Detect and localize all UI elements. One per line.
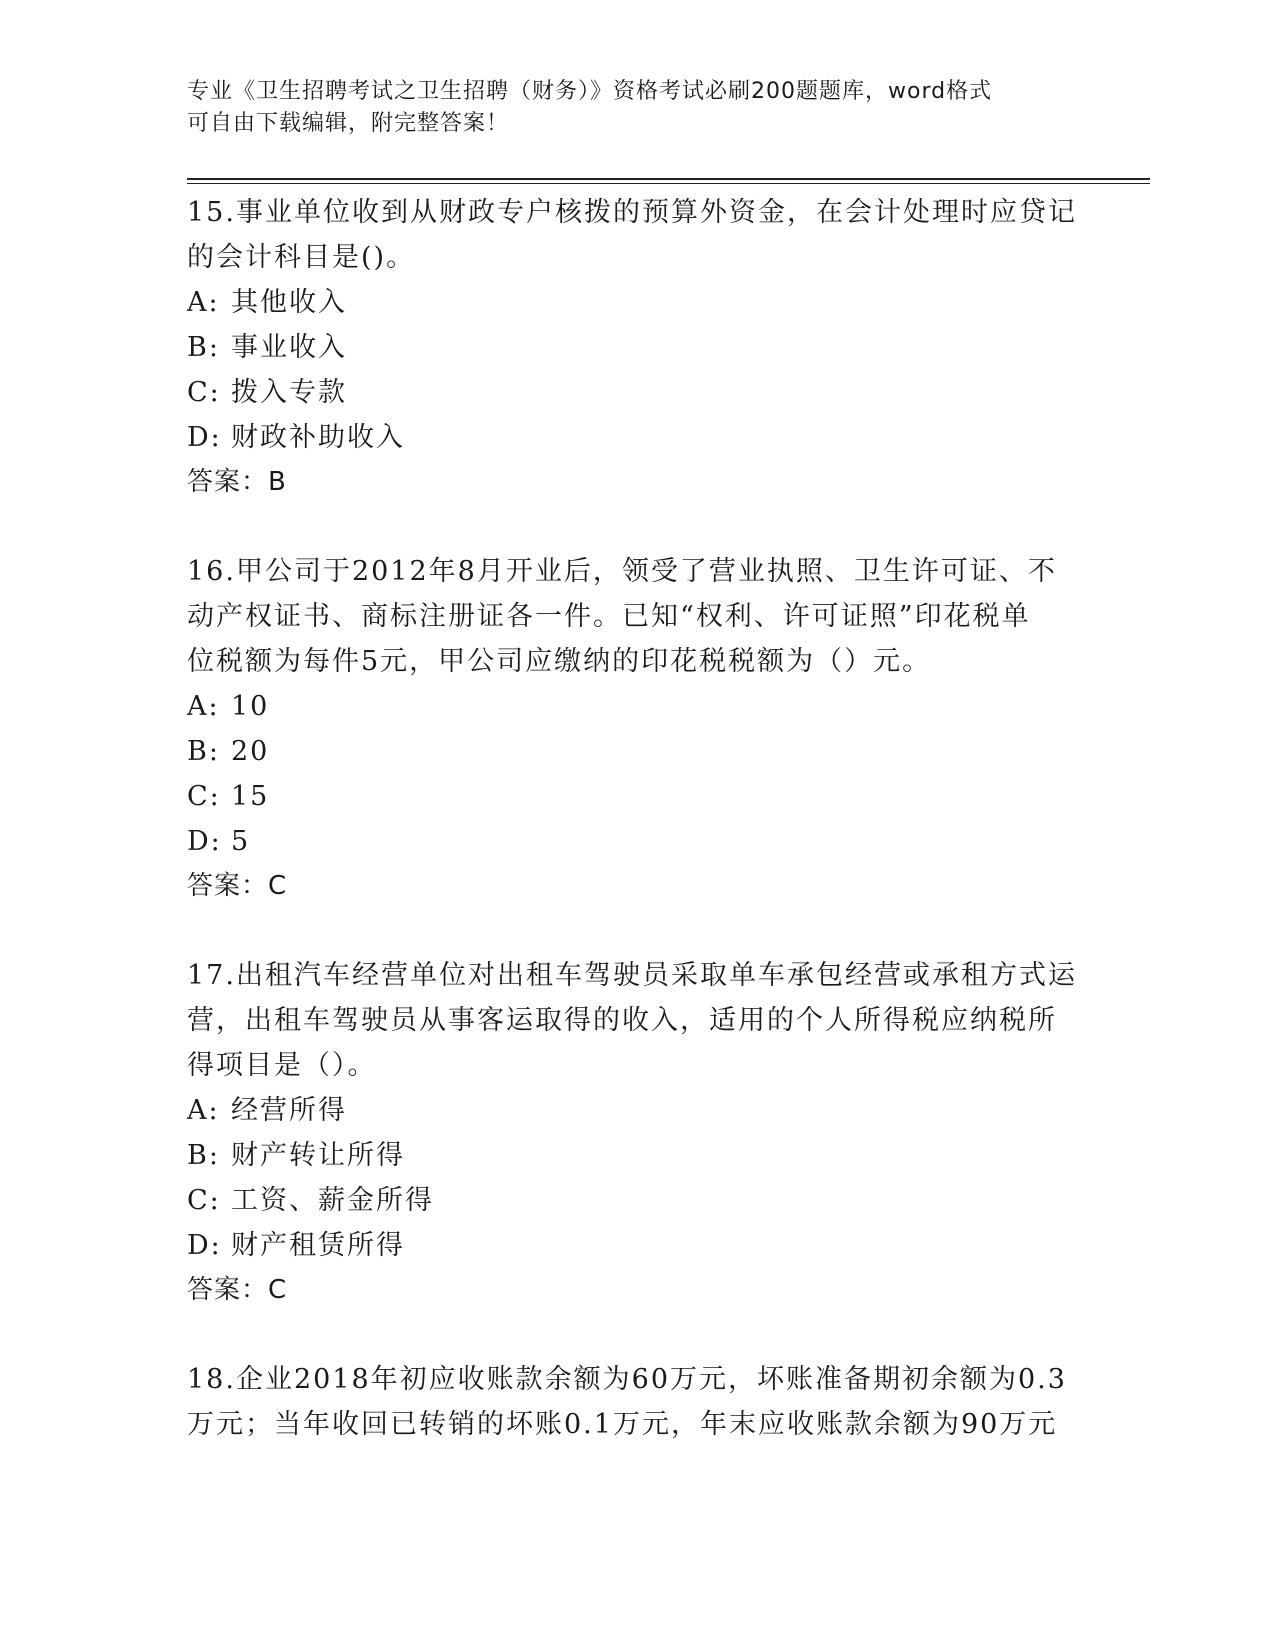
option-row: [187, 1223, 1087, 1268]
option-row: [187, 280, 1087, 325]
header-line-1: 专业《卫生招聘考试之卫生招聘（财务）》资格考试必刷200题题库，word格式: [187, 79, 993, 104]
option-letter: A:: [187, 287, 220, 318]
document-header: [187, 76, 1067, 140]
option-row: [187, 325, 1087, 370]
option-letter: B:: [187, 736, 220, 767]
option-row: [187, 1088, 1087, 1133]
question-stem-line: 15.事业单位收到从财政专户核拨的预算外资金，在会计处理时应贷记: [187, 197, 1077, 228]
question-stem-line: 位税额为每件5元，甲公司应缴纳的印花税税额为（）元。: [187, 646, 932, 677]
option-text: 经营所得: [231, 1095, 347, 1126]
option-row: [187, 1178, 1087, 1223]
question-stem: [187, 953, 1087, 1088]
header-divider-thin: [187, 183, 1150, 184]
option-letter: B:: [187, 332, 220, 363]
question-stem: [187, 190, 1087, 280]
question-stem: [187, 1357, 1087, 1447]
option-letter: D:: [187, 422, 222, 453]
option-text: 5: [231, 826, 251, 857]
option-letter: A:: [187, 1095, 220, 1126]
question-stem-line: 16.甲公司于2012年8月开业后，领受了营业执照、卫生许可证、不: [187, 556, 1057, 587]
question-list: [187, 190, 1087, 1491]
option-row: [187, 684, 1087, 729]
question-item: [187, 953, 1087, 1313]
question-stem-line: 动产权证书、商标注册证各一件。已知“权利、许可证照”印花税单: [187, 601, 1031, 632]
option-text: 事业收入: [231, 332, 347, 363]
question-item: [187, 549, 1087, 909]
option-text: 20: [231, 736, 270, 767]
option-letter: B:: [187, 1140, 220, 1171]
question-stem: [187, 549, 1087, 684]
answer-line: 答案：C: [187, 1275, 288, 1305]
question-item: [187, 1357, 1087, 1447]
question-stem-line: 营，出租车驾驶员从事客运取得的收入，适用的个人所得税应纳税所: [187, 1005, 1057, 1036]
option-text: 财政补助收入: [231, 422, 405, 453]
option-text: 15: [231, 781, 270, 812]
option-row: [187, 729, 1087, 774]
question-stem-line: 得项目是（）。: [187, 1050, 377, 1081]
option-row: [187, 1133, 1087, 1178]
option-letter: A:: [187, 691, 220, 722]
option-text: 财产转让所得: [231, 1140, 405, 1171]
option-text: 其他收入: [231, 287, 347, 318]
question-item: [187, 190, 1087, 505]
option-letter: C:: [187, 781, 221, 812]
answer-line: 答案：C: [187, 871, 288, 901]
option-letter: C:: [187, 377, 221, 408]
option-text: 财产租赁所得: [231, 1230, 405, 1261]
question-stem-line: 的会计科目是()。: [187, 242, 416, 273]
answer-line: 答案：B: [187, 467, 287, 497]
question-stem-line: 万元；当年收回已转销的坏账0.1万元，年末应收账款余额为90万元: [187, 1409, 1058, 1440]
option-row: [187, 415, 1087, 460]
question-stem-line: 17.出租汽车经营单位对出租车驾驶员采取单车承包经营或承租方式运: [187, 960, 1077, 991]
question-stem-line: 18.企业2018年初应收账款余额为60万元，坏账准备期初余额为0.3: [187, 1364, 1067, 1395]
option-text: 拨入专款: [231, 377, 347, 408]
option-row: [187, 774, 1087, 819]
header-divider-thick: [187, 178, 1150, 180]
option-letter: D:: [187, 1230, 222, 1261]
option-text: 工资、薪金所得: [231, 1185, 434, 1216]
option-letter: D:: [187, 826, 222, 857]
header-line-2: 可自由下载编辑，附完整答案！: [187, 111, 510, 136]
option-text: 10: [231, 691, 270, 722]
option-row: [187, 370, 1087, 415]
option-letter: C:: [187, 1185, 221, 1216]
option-row: [187, 819, 1087, 864]
